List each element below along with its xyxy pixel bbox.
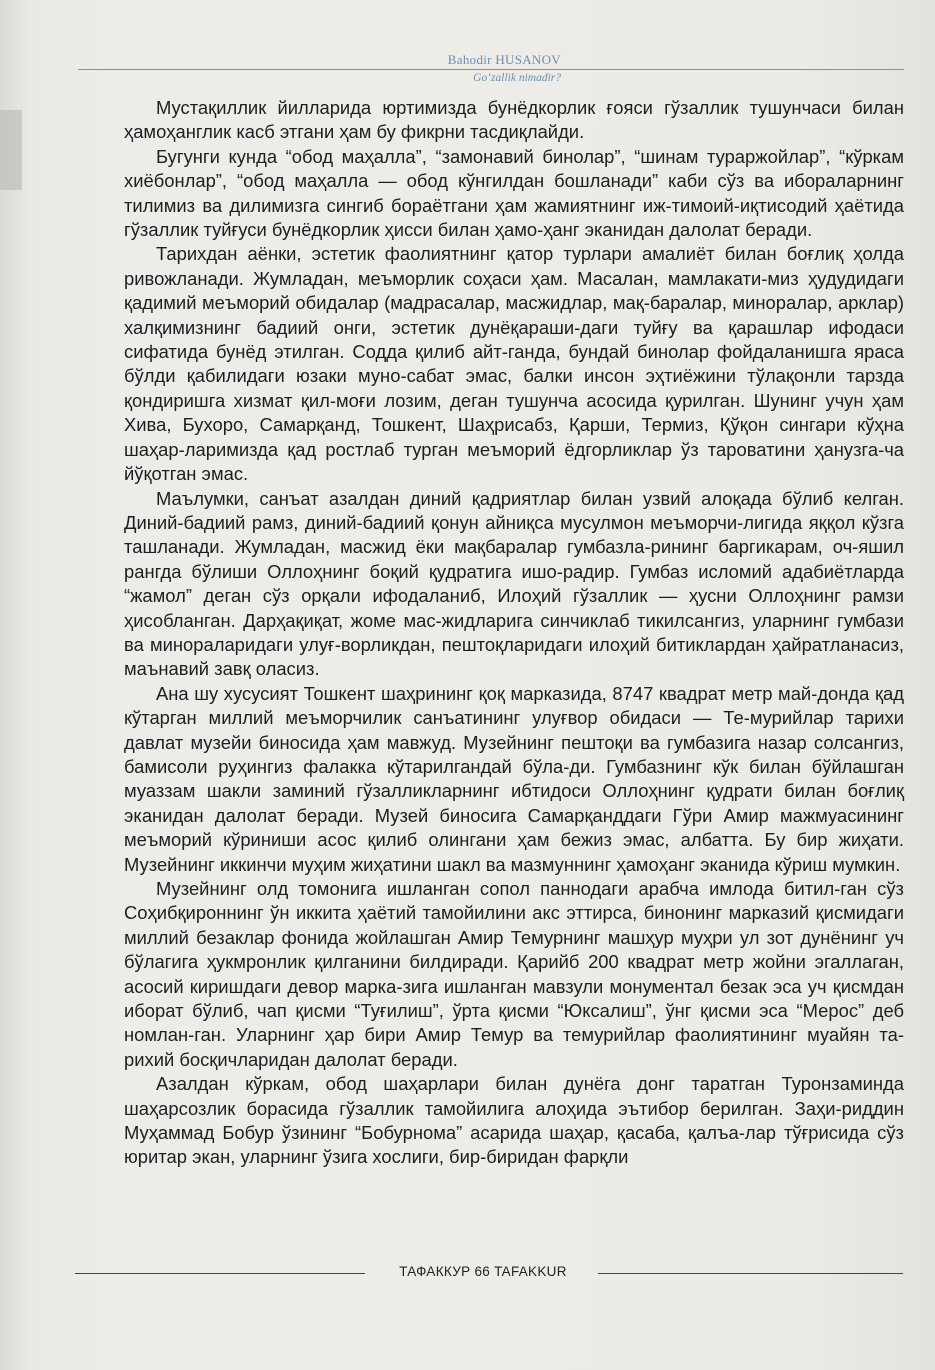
article-body	[124, 96, 904, 1170]
paragraph-2: Бугунги кунда “обод маҳалла”, “замонавий бинолар”, “шинам тураржойлар”, “кўркам хиёбонлар”, “обод маҳалла — обод кўнгилдан бошланади” каби сўз ва ибораларнинг тилимиз ва дилимизга сингиб бораётгани ҳам жамиятнинг иж-тимоий-иқтисодий ҳаётида гўзаллик туйғуси бунёдкорлик ҳисси билан ҳамо-ҳанг эканидан далолат беради.	[124, 145, 904, 241]
paragraph-1: Мустақиллик йилларида юртимизда бунёдкорлик ғояси гўзаллик тушунчаси билан ҳамоҳанглик касб этгани ҳам бу фикрни тасдиқлайди.	[124, 97, 904, 143]
page-edge-shadow	[0, 110, 22, 190]
paragraph-7: Азалдан кўркам, обод шаҳарлари билан дунёга донг таратган Туронзаминда шаҳарсозлик борасида гўзаллик тамойилига алоҳида эътибор берилган. Заҳи-риддин Муҳаммад Бобур ўзининг “Бобурнома” асарида шаҳар, қасаба, қалъа-лар тўғрисида сўз юритар экан, уларнинг ўзига хослиги, бир-биридан фарқли	[124, 1073, 904, 1168]
paragraph-5: Ана шу хусусият Тошкент шаҳрининг қоқ марказида, 8747 квадрат метр май-донда қад кўтарган миллий меъморчилик санъатининг улуғвор обидаси — Те-мурийлар тарихи давлат музейи биносида ҳам мавжуд. Музейнинг пештоқи ва гумбазига назар солсангиз, бамисоли руҳингиз фалакка кўтарилгандай бўла-ди. Гумбазнинг кўк билан бўйлашган муаззам шакли заминий гўзалликларнинг ибтидоси Оллоҳнинг қудрати билан боғлиқ эканидан далолат беради. Музей биносига Самарқанддаги Гўри Амир мажмуасининг меъморий кўриниши асос қилиб олингани ҳам бежиз эмас, албатта. Бу бир жиҳати. Музейнинг иккинчи муҳим жиҳатини шакл ва мазмуннинг ҳамоҳанг эканида кўриш мумкин.	[124, 682, 904, 875]
paragraph-3: Тарихдан аёнки, эстетик фаолиятнинг қатор турлари амалиёт билан боғлиқ ҳолда ривожланади. Жумладан, меъморлик соҳаси ҳам. Масалан, мамлакати-миз ҳудудидаги қадимий меъморий обидалар (мадрасалар, масжидлар, мақ-баралар, миноралар, арклар) халқимизнинг бадиий онги, эстетик дунёқараши-даги туйғу ва қарашлар ифодаси сифатида бунёд этилган. Содда қилиб айт-ганда, бундай бинолар фойдаланишга яраса бўлди қабилидаги юзаки муно-сабат эмас, балки инсон эҳтиёжини тўлақонли тарзда қондиришга хизмат қил-моғи лозим, деган тушунча асосида қурилган. Шунинг учун ҳам Хива, Бухоро, Самарқанд, Тошкент, Шаҳрисабз, Қарши, Термиз, Қўқон сингари кўҳна шаҳар-ларимизда қад ростлаб турган меъморий ёдгорликлар ўз тароватини ҳанузга-ча йўқотган эмас.	[124, 243, 904, 485]
footer-rule-right	[598, 1273, 903, 1274]
footer-rule-left	[75, 1273, 365, 1274]
running-header	[78, 48, 904, 88]
footer-page-number: ТАФАККУР 66 TAFAKKUR	[399, 1264, 567, 1279]
paragraph-4: Маълумки, санъат азалдан диний қадриятлар билан узвий алоқада бўлиб келган. Диний-бадиий рамз, диний-бадиий қонун айниқса мусулмон меъморчи-лигида яққол кўзга ташланади. Жумладан, масжид ёки мақбаралар гумбазла-рининг баргикарам, оч-яшил рангда бўлиши Оллоҳнинг боқий қудратига ишо-радир. Гумбаз исломий адабиётларда “жамол” деган сўз орқали ифодаланиб, Илоҳий гўзаллик — ҳусни Оллоҳнинг рамзи ҳисобланган. Дарҳақиқат, жоме мас-жидларига синчиклаб тикилсангиз, уларнинг гумбази ва минораларидаги улуғ-ворликдан, пештоқларидаги илоҳий битиклардан ҳайратланасиз, маънавий завқ оласиз.	[124, 487, 904, 680]
header-subtitle: Go‘zallik nimadir?	[473, 72, 561, 84]
header-author: Bahodir HUSANOV	[447, 52, 561, 67]
paragraph-6: Музейнинг олд томонига ишланган сопол паннодаги арабча имлода битил-ган сўз Соҳибқироннинг ўн иккита ҳаётий тамойилини акс эттирса, бинонинг марказий қисмидаги миллий безаклар фонида жойлашган Амир Темурнинг машҳур муҳри ул зот дунёнинг уч бўлагига ҳукмронлик қилганини билдиради. Қарийб 200 квадрат метр жойни эгаллаган, асосий киришдаги девор марка-зига ишланган мавзули монументал безак эса уч қисмдан иборат бўлиб, чап қисми “Туғилиш”, ўрта қисми “Юксалиш”, ўнг қисми эса “Мерос” деб номлан-ган. Уларнинг ҳар бири Амир Темур ва темурийлар фаолиятининг муайян та-рихий босқичларидан далолат беради.	[124, 878, 904, 1070]
header-rule	[78, 69, 904, 70]
page-footer	[75, 1263, 903, 1283]
